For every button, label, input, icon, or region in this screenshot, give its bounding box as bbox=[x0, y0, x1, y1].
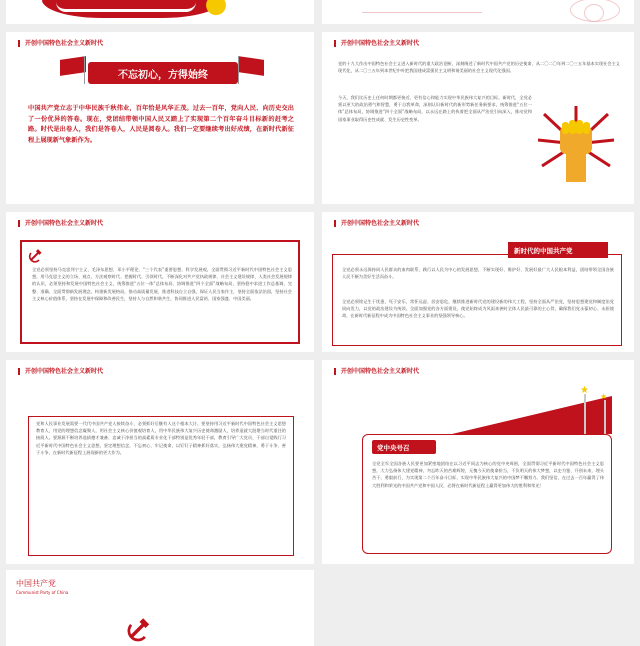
slide-paragraph-1: 全党必须永远保持同人民群众的血肉联系，践行以人民为中心的发展思想，不断实现好、维护好、发展好最广大人民根本利益，团结带领全国各族人民不断为美好生活而奋斗。 bbox=[342, 267, 614, 280]
section-heading: 新时代的中国共产党 bbox=[514, 246, 573, 255]
slide-title: 开创中国特色社会主义新时代 bbox=[18, 40, 103, 47]
slide-thumbnail-1[interactable] bbox=[6, 0, 314, 24]
flag-pole bbox=[584, 394, 586, 434]
white-wave bbox=[56, 2, 196, 12]
star-icon: ★ bbox=[600, 392, 608, 401]
section-heading: 党中央号召 bbox=[377, 443, 410, 452]
red-wave-banner bbox=[452, 396, 612, 434]
flag-pole bbox=[604, 400, 606, 434]
flag-right-icon bbox=[238, 56, 264, 76]
hammer-sickle-icon bbox=[28, 248, 42, 262]
flag-left-icon bbox=[60, 56, 86, 76]
raised-fist-icon bbox=[536, 104, 616, 184]
slide-thumbnail-1b[interactable] bbox=[322, 0, 634, 24]
slide-thumbnail-4[interactable] bbox=[6, 212, 314, 352]
section-heading-tag bbox=[508, 242, 608, 258]
slide-thumbnail-6[interactable] bbox=[6, 360, 314, 564]
slide-title: 开创中国特色社会主义新时代 bbox=[334, 40, 419, 47]
slide-thumbnail-5[interactable] bbox=[322, 212, 634, 352]
hammer-sickle-icon bbox=[126, 618, 150, 642]
divider bbox=[362, 12, 482, 13]
slide-body: 党和人民事业发展需要一代代中国共产党人接续奋斗，必须抓好后继有人这个根本大计。要坚持用习近平新时代中国特色社会主义思想教育人，用党的理想信念凝聚人，用社会主义核心价值观培育人，用中华民族伟大复兴历史使命激励人，培养造就大批堪当时代重任的接班人。要源源不断培养选拔德才兼备、忠诚干净担当的高素质专业化干部特别是优秀年轻干部，教育引导广大党员、干部自觉践行习近平新时代中国特色社会主义思想，坚定理想信念，不忘初心、牢记使命，以钉钉子精神抓好落实，弘扬伟大建党精神，勇于斗争、善于斗争，在新时代新征程上展现新的更大作为。 bbox=[36, 421, 286, 455]
slide-title: 开创中国特色社会主义新时代 bbox=[18, 220, 103, 227]
slide-thumbnail-7[interactable] bbox=[322, 360, 634, 564]
slide-paragraph-2: 今天，我们比历史上任何时期都更接近、更有信心和能力实现中华民族伟大复兴的目标。新时代，全党必须以更大的政治勇气和智慧，勇于自我革命，深刻认识新时代的新形势新任务新要求，统筹推进“五位一体”总体布局，协调推进“四个全面”战略布局，以永远在路上的执着把全面从严治党引向深入，推动党和国家事业取得历史性成就、发生历史性变革。 bbox=[338, 95, 532, 122]
slide-title: 开创中国特色社会主义新时代 bbox=[334, 220, 419, 227]
banner-ribbon bbox=[88, 62, 238, 84]
slide-body: 全党全军全国各族人民要更加紧密地团结在以习近平同志为核心的党中央周围，全面贯彻习近平新时代中国特色社会主义思想，大力弘扬伟大建党精神，勿忘昨天的苦难辉煌，无愧今天的使命担当，不负明天的伟大梦想，以史为鉴、开创未来，埋头苦干、勇毅前行，为实现第二个百年奋斗目标、实现中华民族伟大复兴的中国梦不懈努力。我们坚信，在过去一百年赢得了伟大胜利和荣光的中国共产党和中国人民，必将在新时代新征程上赢得更加伟大的胜利和荣光！ bbox=[372, 461, 604, 488]
slide-body: 中国共产党立志于中华民族千秋伟业，百年恰是风华正茂。过去一百年，党向人民、向历史交出了一份优异的答卷。现在，党团结带领中国人民又踏上了实现第二个百年奋斗目标新的赶考之路。时代是出卷人，我们是答卷人，人民是阅卷人。我们一定要继续考出好成绩，在新时代新征程上展现新气象新作为。 bbox=[28, 105, 294, 144]
slide-paragraph-1: 党的十九大作出中国特色社会主义进入新时代的重大政治论断，深刻阐述了新时代中国共产党的历史使命，从二〇二〇年到二〇三五年基本实现社会主义现代化，从二〇三五年到本世纪中叶把我国建成富强民主文明和谐美丽的社会主义现代化强国。 bbox=[338, 61, 620, 74]
section-heading-tag bbox=[372, 440, 436, 454]
slide-thumbnail-2[interactable] bbox=[6, 32, 314, 204]
flag-pole bbox=[238, 56, 239, 84]
party-logo-cn: 中国共产党 bbox=[16, 579, 56, 588]
star-icon: ★ bbox=[580, 385, 589, 396]
flag-pole bbox=[84, 56, 85, 84]
slide-thumbnail-8[interactable] bbox=[6, 570, 314, 646]
slide-paragraph-2: 全党必须铭记生于忧患、死于安乐，常怀远虑、居安思危，继续推进新时代党的建设新的伟大工程，坚持全面从严治党，坚持思想建党和制度治党同向发力，以党的政治建设为统领，全面加强党的各方面建设，使党始终成为风雨来袭时全体人民最可靠的主心骨，确保我们党永葆初心、永担使命，在新时代新征程中成为中国特色社会主义事业的坚强领导核心。 bbox=[342, 299, 614, 319]
party-logo-en: Communist Party of China bbox=[16, 590, 69, 595]
slide-body: 全党必须坚持马克思列宁主义、毛泽东思想、邓小平理论、“三个代表”重要思想、科学发展观，全面贯彻习近平新时代中国特色社会主义思想，用马克思主义的立场、观点、方法观察时代、把握时代、引领时代，不断深化对共产党执政规律、社会主义建设规律、人类社会发展规律的认识，必须坚持和发展中国特色社会主义，统筹推进“五位一体”总体布局、协调推进“四个全面”战略布局，坚持稳中求进工作总基调，完整、准确、全面贯彻新发展理念，构建新发展格局，推动高质量发展，推进科技自立自强，保证人民当家作主，坚持全面依法治国，坚持社会主义核心价值体系，坚持在发展中保障和改善民生，坚持人与自然和谐共生，协同推进人民富裕、国家强盛、中国美丽。 bbox=[32, 267, 292, 301]
flower-decoration-icon bbox=[584, 4, 604, 22]
slide-title: 开创中国特色社会主义新时代 bbox=[18, 368, 103, 375]
slide-thumbnail-3[interactable] bbox=[322, 32, 634, 204]
slide-title: 开创中国特色社会主义新时代 bbox=[334, 368, 419, 375]
banner-text: 不忘初心，方得始终 bbox=[118, 69, 208, 81]
